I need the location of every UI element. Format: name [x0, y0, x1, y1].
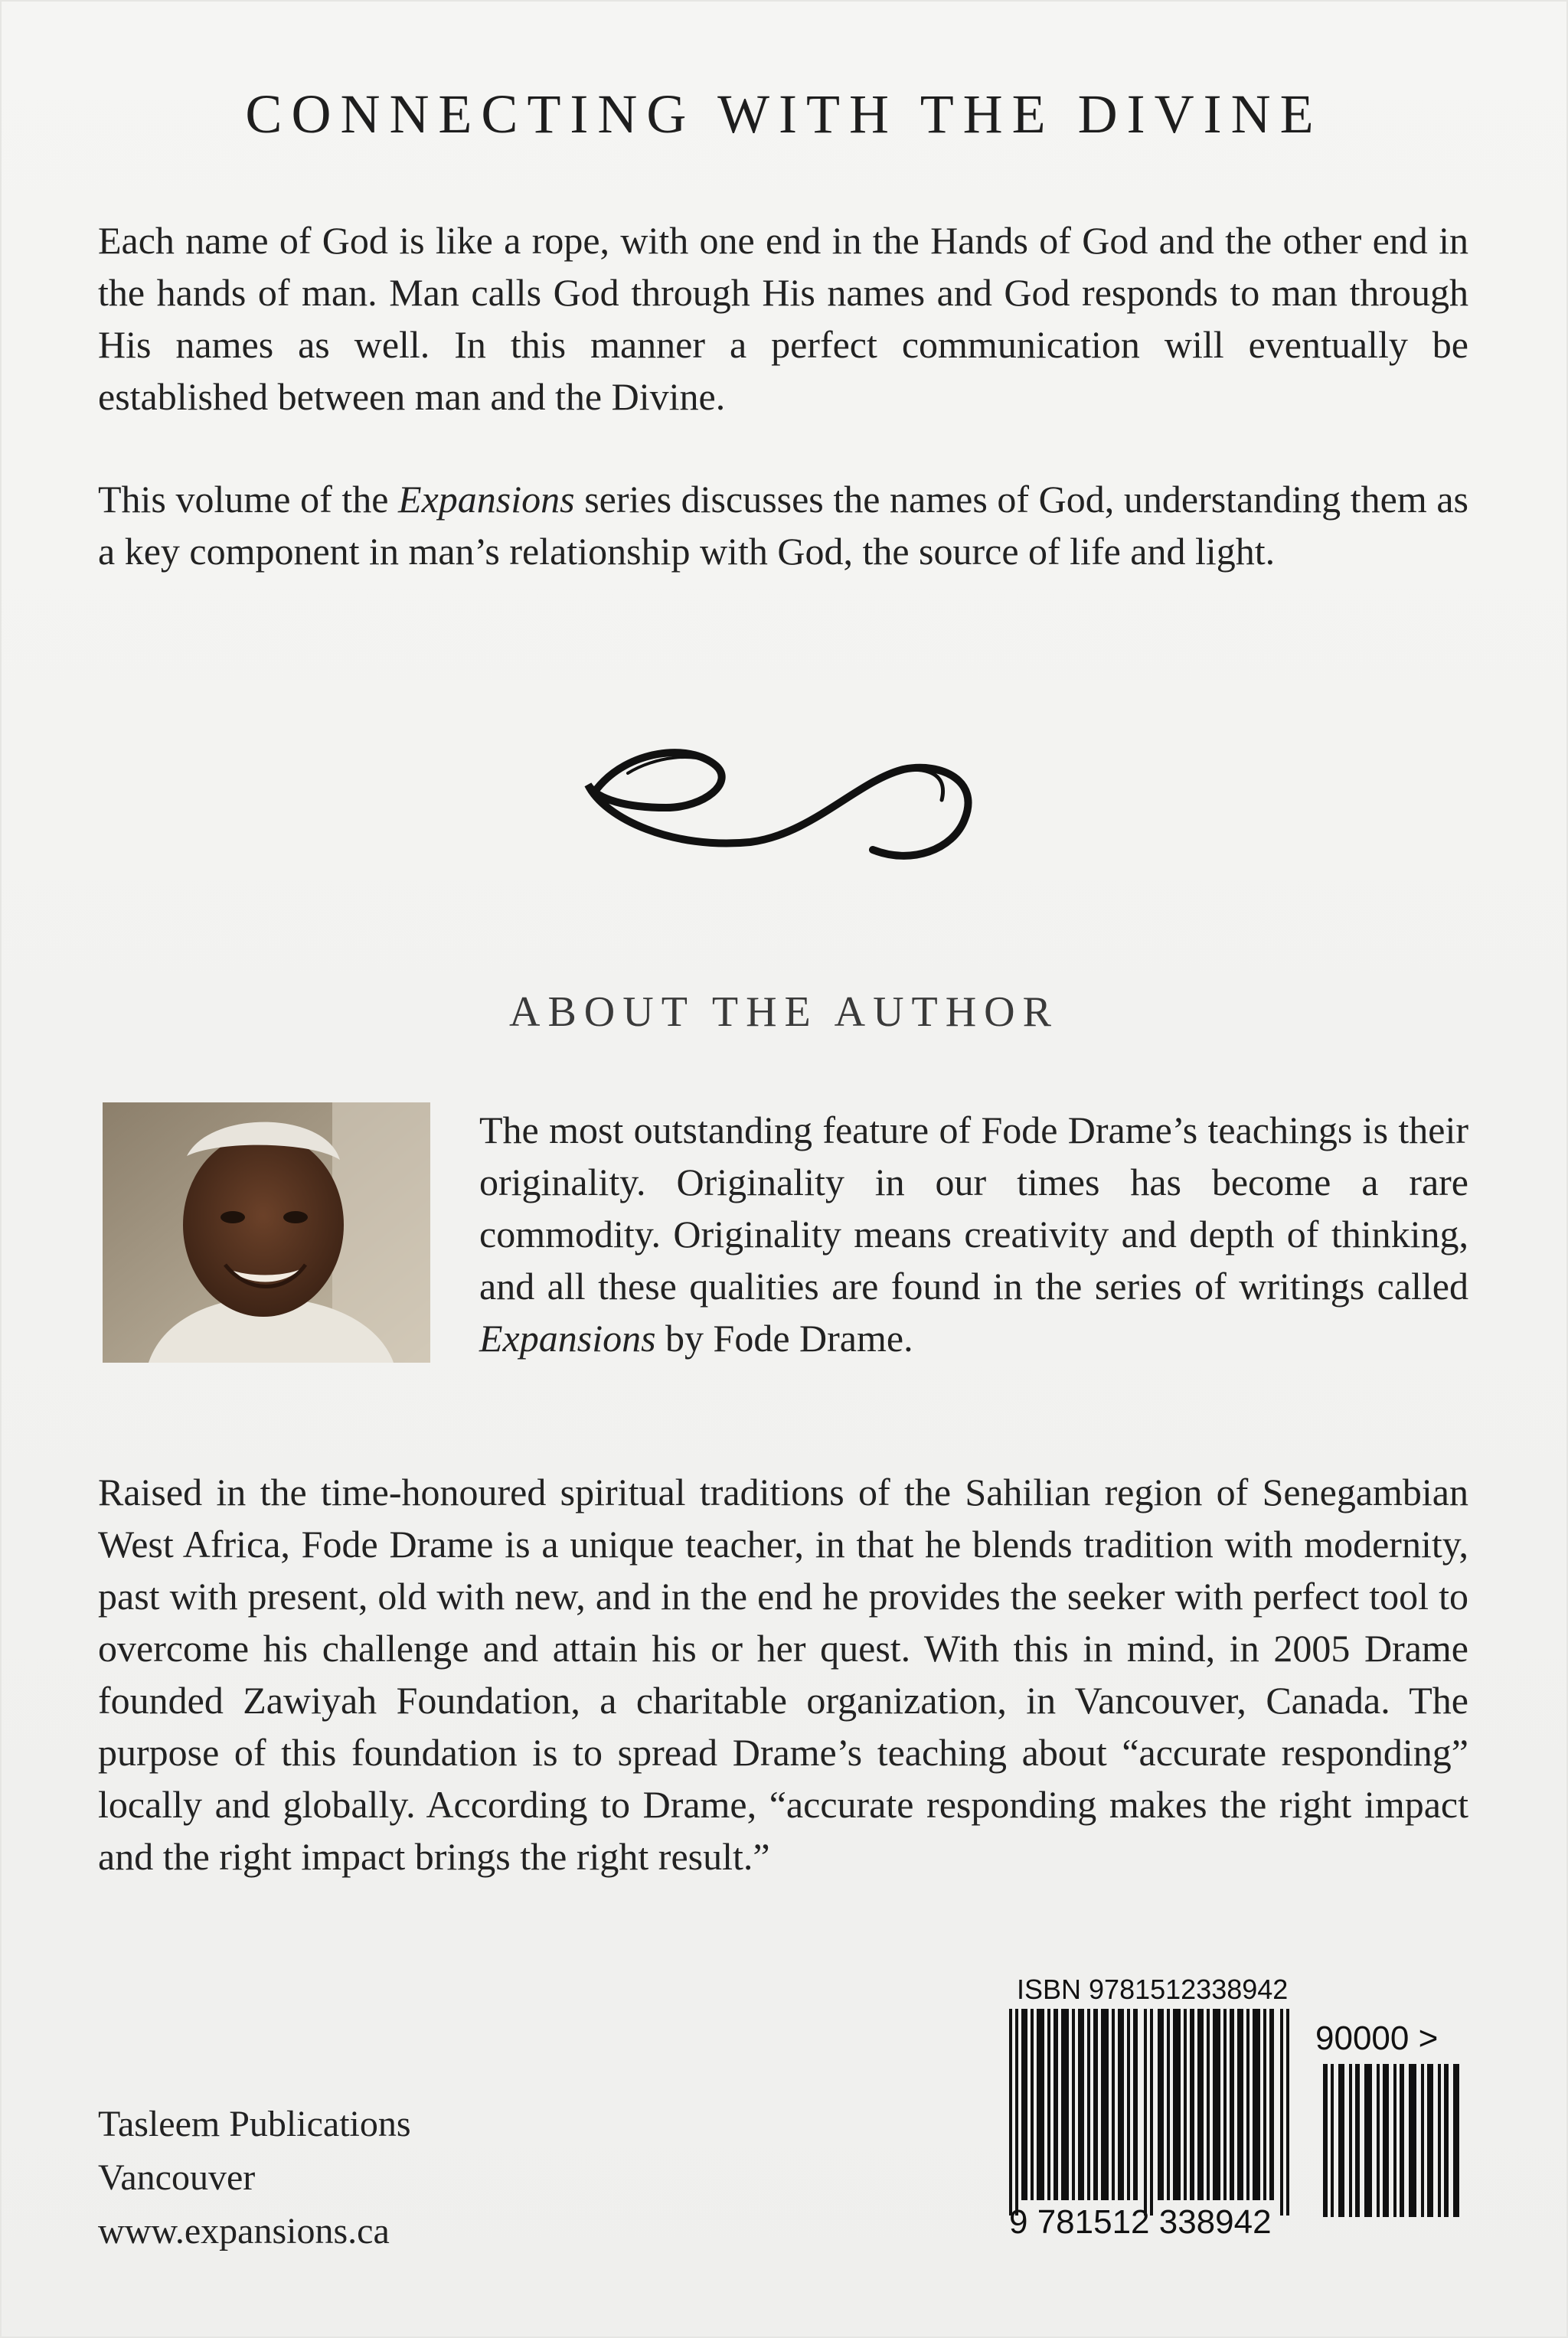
author-portrait-icon — [103, 1102, 430, 1363]
intro-paragraph-2-pre: This volume of the — [98, 478, 399, 521]
author-bio-1-post: by Fode Drame. — [655, 1317, 913, 1360]
series-name-bio: Expansions — [479, 1317, 656, 1360]
author-bio-paragraph-1 — [479, 1104, 1468, 1364]
intro-paragraph-2-post: series discusses the names of God, understanding them as a key component in man’s relationship with God, the source of life and light. — [98, 478, 1468, 573]
barcode-digits: 9 781512 338942 — [1009, 2203, 1272, 2241]
intro-paragraph-1: Each name of God is like a rope, with one end in the Hands of God and the other end in the hands of man. Man calls God through His names and God responds to man through His names as well. In this manner a perfect communication will eventually be established between man and the Divine. — [98, 219, 1468, 418]
publisher-name: Tasleem Publications — [98, 2104, 411, 2144]
publisher-city: Vancouver — [98, 2157, 256, 2198]
section-title-about-author: ABOUT THE AUTHOR — [509, 988, 1059, 1036]
page-title: CONNECTING WITH THE DIVINE — [245, 83, 1323, 145]
barcode-addon-bars — [1323, 2064, 1468, 2217]
publisher-website: www.expansions.ca — [98, 2211, 390, 2251]
price-code: 90000 > — [1315, 2020, 1439, 2057]
series-name: Expansions — [398, 478, 575, 521]
author-bio-1-pre: The most outstanding feature of Fode Drame’s teachings is their originality. Originality in our times has become a rare commodity. Originality means creativity and depth of thinking, and all these qualities are found in the series of writings called — [479, 1109, 1468, 1308]
author-bio-paragraph-2: Raised in the time-honoured spiritual traditions of the Sahilian region of Senegambian West Africa, Fode Drame is a unique teacher, in that he blends tradition with modernity, past with present, old with new, and in the end he provides the seeker with perfect tool to overcome his challenge and attain his or her quest. With this in mind, in 2005 Drame founded Zawiyah Foundation, a charitable organization, in Vancouver, Canada. The purpose of this foundation is to spread Drame’s teaching about “accurate responding” locally and globally. According to Drame, “accurate responding makes the right impact and the right impact brings the right result.” — [98, 1471, 1468, 1878]
intro-paragraph-2 — [98, 473, 1468, 577]
flourish-ornament-icon — [582, 735, 980, 888]
barcode-icon — [1009, 1974, 1499, 2249]
publisher-info — [98, 2098, 411, 2258]
barcode-main-bars — [1009, 2009, 1292, 2216]
isbn-label: ISBN 9781512338942 — [1017, 1974, 1289, 2005]
